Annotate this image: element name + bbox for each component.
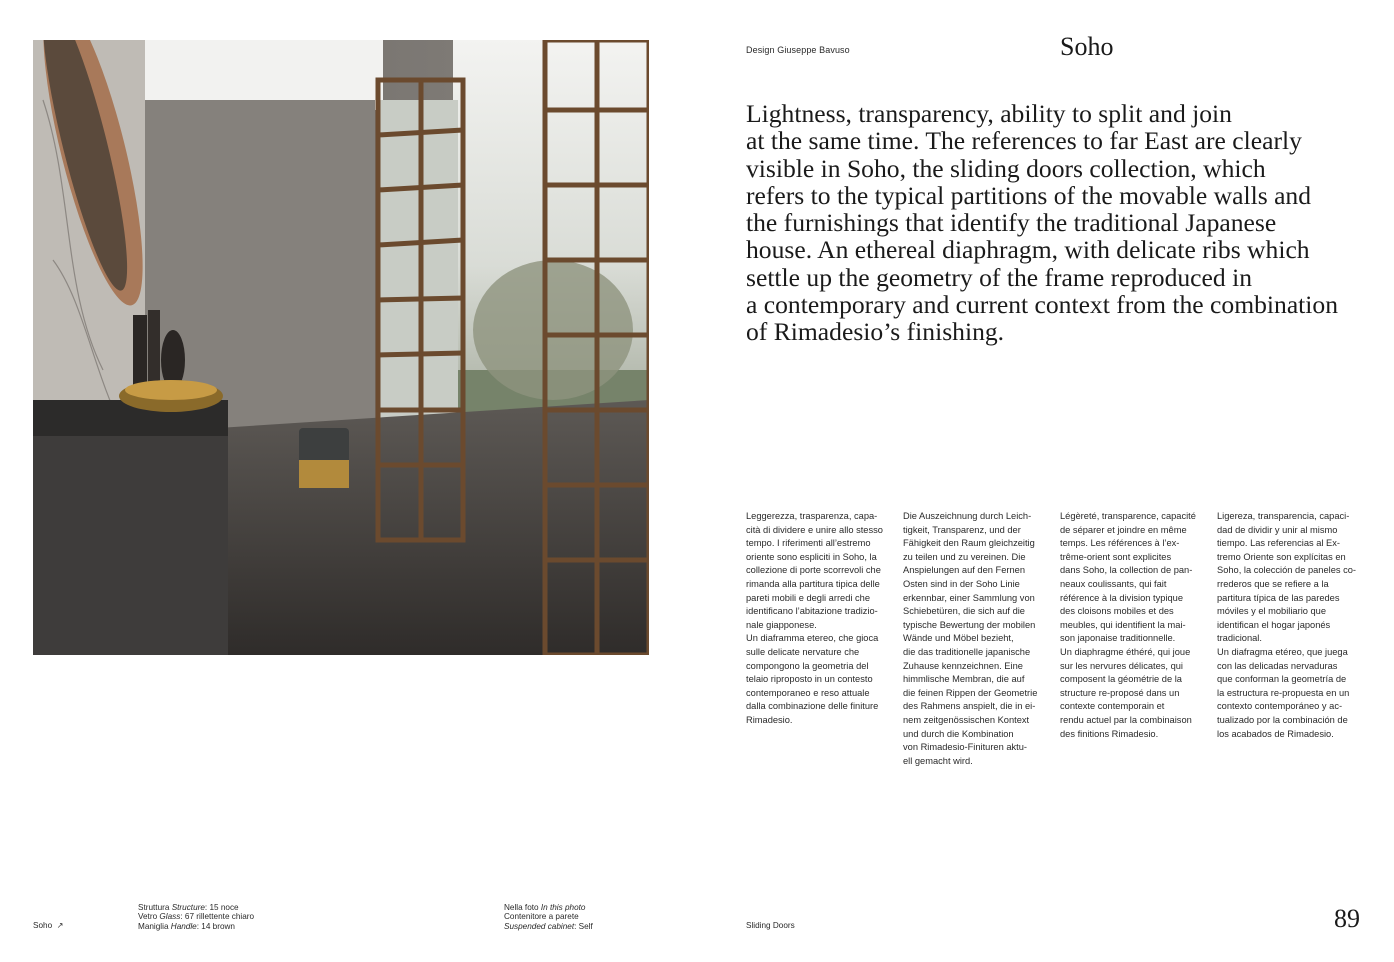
column-line: temps. Les références à l’ex- bbox=[1060, 538, 1180, 549]
column-line: Rimadesio. bbox=[746, 714, 793, 725]
lead-line: settle up the geometry of the frame reproduced in bbox=[746, 262, 1252, 292]
column-line: nale giapponese. bbox=[746, 619, 817, 630]
lead-line: at the same time. The references to far East are clearly bbox=[746, 126, 1302, 156]
column-line: himmlische Membran, die auf bbox=[903, 674, 1025, 685]
column-line: Ligereza, transparencia, capaci- bbox=[1217, 511, 1350, 521]
column-line: Soho, la colección de paneles co- bbox=[1217, 565, 1357, 576]
column-line: rrederos que se refiere a la bbox=[1217, 578, 1329, 589]
column-line: tempo. I riferimenti all’estremo bbox=[746, 538, 871, 549]
column-line: Osten sind in der Soho Linie bbox=[903, 578, 1020, 589]
column-line: tiempo. Las referencias al Ex- bbox=[1217, 538, 1340, 549]
column-line: dans Soho, la collection de pan- bbox=[1060, 565, 1193, 576]
lead-line: Lightness, transparency, ability to split and join bbox=[746, 99, 1232, 128]
column-line: und durch die Kombination bbox=[903, 728, 1014, 739]
column-line: que conforman la geometría de bbox=[1217, 674, 1347, 685]
column-line: des finitions Rimadesio. bbox=[1060, 728, 1159, 739]
column-line: dalla combinazione delle finiture bbox=[746, 701, 879, 712]
section-label: Sliding Doors bbox=[746, 921, 795, 930]
column-line: Anspielungen auf den Fernen bbox=[903, 565, 1025, 576]
column-line: con las delicadas nervaduras bbox=[1217, 660, 1338, 671]
column-line: identificano l’abitazione tradizio- bbox=[746, 606, 878, 617]
column-line: contexto contemporáneo y ac- bbox=[1217, 701, 1343, 712]
column-line: tradicional. bbox=[1217, 633, 1262, 644]
column-line: sur les nervures délicates, qui bbox=[1060, 660, 1183, 671]
arrow-up-right-icon: ↗ bbox=[56, 921, 64, 930]
page-number: 89 bbox=[1334, 904, 1360, 933]
column-italian bbox=[746, 510, 894, 728]
lead-line: the furnishings that identify the traditional Japanese bbox=[746, 208, 1277, 238]
column-line: typische Bewertung der mobilen bbox=[903, 619, 1036, 630]
column-line: los acabados de Rimadesio. bbox=[1217, 728, 1334, 739]
column-line: des cloisons mobiles et des bbox=[1060, 606, 1174, 617]
column-line: Wände und Möbel bezieht, bbox=[903, 633, 1014, 644]
spec-list bbox=[138, 903, 254, 931]
column-line: Zuhause kennzeichnen. Eine bbox=[903, 660, 1023, 671]
column-line: tremo Oriente son explícitas en bbox=[1217, 551, 1346, 562]
column-line: Légèreté, transparence, capacité bbox=[1060, 511, 1196, 521]
column-line: collezione di porte scorrevoli che bbox=[746, 565, 881, 576]
column-line: neaux coulissants, qui fait bbox=[1060, 578, 1167, 589]
column-line: tigkeit, Transparenz, und der bbox=[903, 524, 1021, 535]
column-line: zu teilen und zu vereinen. Die bbox=[903, 551, 1026, 562]
column-line: identifican el hogar japonés bbox=[1217, 619, 1331, 630]
column-line: contemporaneo e reso attuale bbox=[746, 687, 870, 698]
column-line: Leggerezza, trasparenza, capa- bbox=[746, 511, 878, 521]
lead-line: refers to the typical partitions of the movable walls and bbox=[746, 180, 1312, 210]
column-line: meubles, qui identifient la mai- bbox=[1060, 619, 1186, 630]
column-line: von Rimadesio-Finituren aktu- bbox=[903, 742, 1028, 753]
interior-photo bbox=[33, 40, 649, 655]
column-spanish bbox=[1217, 510, 1365, 741]
photo-note bbox=[504, 903, 593, 931]
photo-note-item-en: Suspended cabinet: Self bbox=[504, 921, 593, 931]
column-line: die das traditionelle japanische bbox=[903, 646, 1031, 657]
column-line: référence à la division typique bbox=[1060, 592, 1183, 603]
spec-structure: Struttura Structure: 15 noce bbox=[138, 903, 239, 912]
column-line: dad de dividir y unir al mismo bbox=[1217, 524, 1338, 535]
page-title: Soho bbox=[1060, 32, 1114, 61]
soho-link[interactable] bbox=[33, 921, 64, 930]
column-line: contexte contemporain et bbox=[1060, 701, 1165, 712]
designer-credit: Design Giuseppe Bavuso bbox=[746, 45, 850, 55]
column-line: erkennbar, einer Sammlung von bbox=[903, 592, 1035, 603]
column-line: nem zeitgenössischen Kontext bbox=[903, 714, 1030, 725]
column-line: tualizado por la combinación de bbox=[1217, 714, 1348, 725]
column-line: structure re-proposé dans un bbox=[1060, 687, 1180, 698]
column-line: Un diafragma etéreo, que juega bbox=[1217, 646, 1348, 657]
column-line: de séparer et joindre en même bbox=[1060, 524, 1187, 535]
column-line: rimanda alla partitura tipica delle bbox=[746, 578, 880, 589]
column-line: son japonaise traditionnelle. bbox=[1060, 633, 1176, 644]
column-line: composent la géométrie de la bbox=[1060, 674, 1182, 685]
column-line: Schiebetüren, die sich auf die bbox=[903, 606, 1025, 617]
column-line: telaio riproposto in un contesto bbox=[746, 674, 873, 685]
column-line: pareti mobili e degli arredi che bbox=[746, 592, 871, 603]
soho-link-label: Soho bbox=[33, 921, 53, 930]
column-line: rendu actuel par la combinaison bbox=[1060, 714, 1192, 725]
spec-glass: Vetro Glass: 67 rillettente chiaro bbox=[138, 912, 255, 922]
column-line: móviles y el mobiliario que bbox=[1217, 606, 1327, 617]
column-german bbox=[903, 510, 1051, 768]
photo-note-heading: Nella foto In this photo bbox=[504, 903, 586, 912]
column-line: des Rahmens anspielt, die in ei- bbox=[903, 701, 1036, 712]
column-line: ell gemacht wird. bbox=[903, 755, 973, 766]
column-line: trême-orient sont explicites bbox=[1060, 551, 1172, 562]
column-line: Fähigkeit den Raum gleichzeitig bbox=[903, 538, 1035, 549]
column-line: Die Auszeichnung durch Leich- bbox=[903, 511, 1032, 521]
lead-paragraph bbox=[746, 100, 1376, 346]
column-line: cità di dividere e unire allo stesso bbox=[746, 524, 883, 535]
column-line: la estructura re-propuesta en un bbox=[1217, 687, 1350, 698]
lead-line: visible in Soho, the sliding doors collection, which bbox=[746, 153, 1266, 183]
column-line: compongono la geometria del bbox=[746, 660, 869, 671]
column-line: oriente sono espliciti in Soho, la bbox=[746, 551, 877, 562]
photo-note-item-it: Contenitore a parete bbox=[504, 912, 579, 922]
column-french bbox=[1060, 510, 1208, 741]
column-line: Un diaframma etereo, che gioca bbox=[746, 633, 879, 644]
spec-handle: Maniglia Handle: 14 brown bbox=[138, 921, 235, 931]
lead-line: house. An ethereal diaphragm, with delicate ribs which bbox=[746, 235, 1310, 265]
column-line: die feinen Rippen der Geometrie bbox=[903, 687, 1038, 698]
column-line: sulle delicate nervature che bbox=[746, 646, 860, 657]
column-line: Un diaphragme éthéré, qui joue bbox=[1060, 646, 1191, 657]
column-line: partitura típica de las paredes bbox=[1217, 592, 1340, 603]
lead-line: a contemporary and current context from the combination bbox=[746, 290, 1338, 320]
lead-line: of Rimadesio’s finishing. bbox=[746, 317, 1005, 347]
